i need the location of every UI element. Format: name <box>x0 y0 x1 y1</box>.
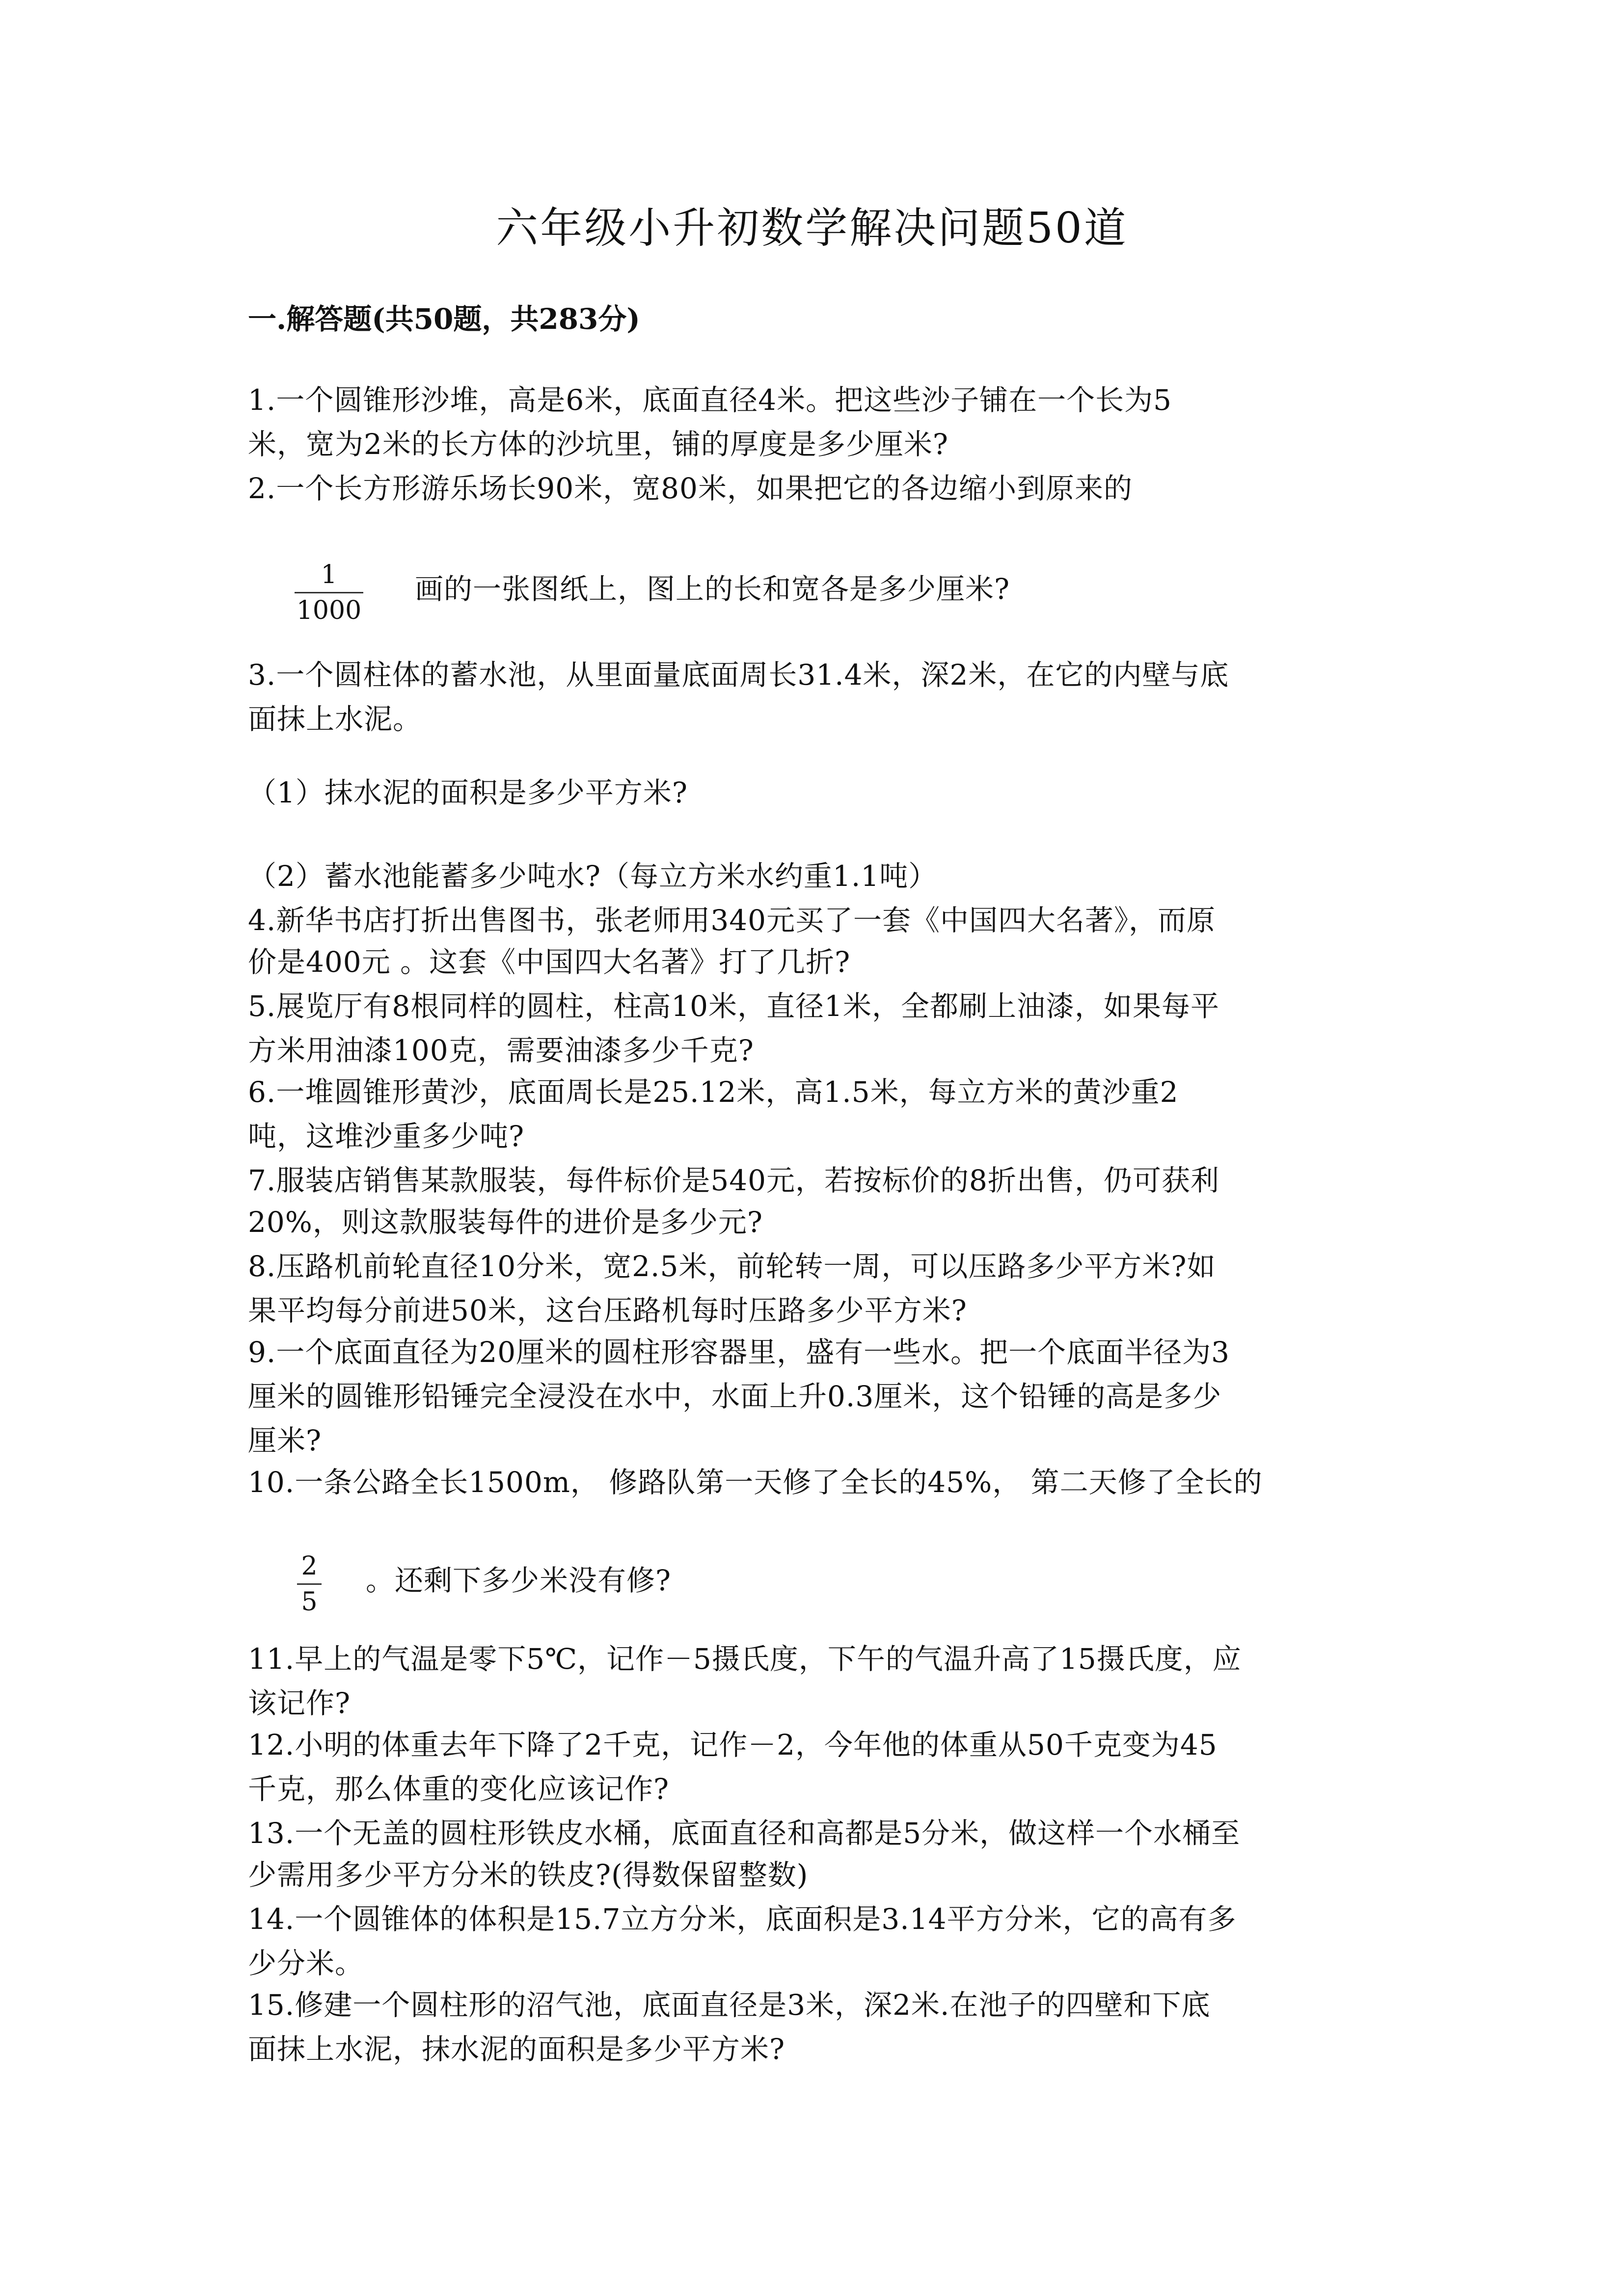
text-line: 方米用油漆100克，需要油漆多少千克? <box>248 1034 754 1067</box>
text-line: 果平均每分前进50米，这台压路机每时压路多少平方米? <box>248 1294 967 1327</box>
text-line: 吨，这堆沙重多少吨? <box>248 1120 525 1153</box>
text-line: 4.新华书店打折出售图书，张老师用340元买了一套《中国四大名著》，而原 <box>248 904 1216 937</box>
text-line: 10.一条公路全长1500m， 修路队第一天修了全长的45%， 第二天修了全长的 <box>248 1466 1263 1499</box>
text-line: 8.压路机前轮直径10分米，宽2.5米，前轮转一周，可以压路多少平方米?如 <box>248 1250 1216 1283</box>
text-line: （2）蓄水池能蓄多少吨水?（每立方米水约重1.1吨） <box>248 859 938 893</box>
text-line: 面抹上水泥。 <box>248 702 422 736</box>
fraction-denominator: 5 <box>301 1587 318 1617</box>
text-line: 少需用多少平方分米的铁皮?(得数保留整数) <box>248 1858 809 1892</box>
text-line: 15.修建一个圆柱形的沼气池，底面直径是3米，深2米.在池子的四壁和下底 <box>248 1988 1211 2022</box>
text-line: 11.早上的气温是零下5℃，记作－5摄氏度，下午的气温升高了15摄氏度，应 <box>248 1642 1242 1676</box>
fraction-1-1000 <box>295 560 363 626</box>
page-title: 六年级小升初数学解决问题50道 <box>496 204 1128 253</box>
fraction-denominator: 1000 <box>296 596 362 625</box>
text-line: 6.一堆圆锥形黄沙，底面周长是25.12米，高1.5米，每立方米的黄沙重2 <box>248 1075 1179 1109</box>
text-line: 厘米的圆锥形铅锤完全浸没在水中，水面上升0.3厘米，这个铅锤的高是多少 <box>248 1380 1222 1413</box>
text-line: 9.一个底面直径为20厘米的圆柱形容器里，盛有一些水。把一个底面半径为3 <box>248 1335 1230 1369</box>
text-line: 20%，则这款服装每件的进价是多少元? <box>248 1205 763 1239</box>
text-line: 厘米? <box>248 1424 322 1457</box>
text-line: 面抹上水泥，抹水泥的面积是多少平方米? <box>248 2032 785 2066</box>
text-line: 价是400元 。这套《中国四大名著》打了几折? <box>248 945 851 979</box>
text-line: 该记作? <box>248 1686 351 1720</box>
text-line: 画的一张图纸上，图上的长和宽各是多少厘米? <box>415 572 1010 606</box>
text-line: 米，宽为2米的长方体的沙坑里，铺的厚度是多少厘米? <box>248 427 948 461</box>
text-line: 。还剩下多少米没有修? <box>366 1564 672 1597</box>
fraction-2-5 <box>297 1551 322 1617</box>
text-line: 7.服装店销售某款服装，每件标价是540元，若按标价的8折出售，仍可获利 <box>248 1164 1219 1197</box>
text-line: 13.一个无盖的圆柱形铁皮水桶，底面直径和高都是5分米，做这样一个水桶至 <box>248 1816 1241 1850</box>
text-line: 12.小明的体重去年下降了2千克，记作－2，今年他的体重从50千克变为45 <box>248 1728 1218 1762</box>
text-line: 2.一个长方形游乐场长90米，宽80米，如果把它的各边缩小到原来的 <box>248 472 1133 505</box>
text-line: 少分米。 <box>248 1947 364 1980</box>
text-line: （1）抹水泥的面积是多少平方米? <box>248 776 688 809</box>
text-line: 14.一个圆锥体的体积是15.7立方分米，底面积是3.14平方分米，它的高有多 <box>248 1902 1237 1936</box>
text-line: 5.展览厅有8根同样的圆柱，柱高10米，直径1米，全都刷上油漆，如果每平 <box>248 989 1219 1023</box>
text-line: 3.一个圆柱体的蓄水池，从里面量底面周长31.4米，深2米，在它的内壁与底 <box>248 658 1229 692</box>
fraction-numerator: 2 <box>301 1551 318 1581</box>
fraction-bar <box>295 592 363 593</box>
fraction-bar <box>297 1583 322 1585</box>
text-line: 千克，那么体重的变化应该记作? <box>248 1772 670 1806</box>
text-line: 1.一个圆锥形沙堆，高是6米，底面直径4米。把这些沙子铺在一个长为5 <box>248 383 1172 417</box>
section-heading: 一.解答题(共50题，共283分) <box>248 302 640 336</box>
fraction-numerator: 1 <box>321 560 337 589</box>
